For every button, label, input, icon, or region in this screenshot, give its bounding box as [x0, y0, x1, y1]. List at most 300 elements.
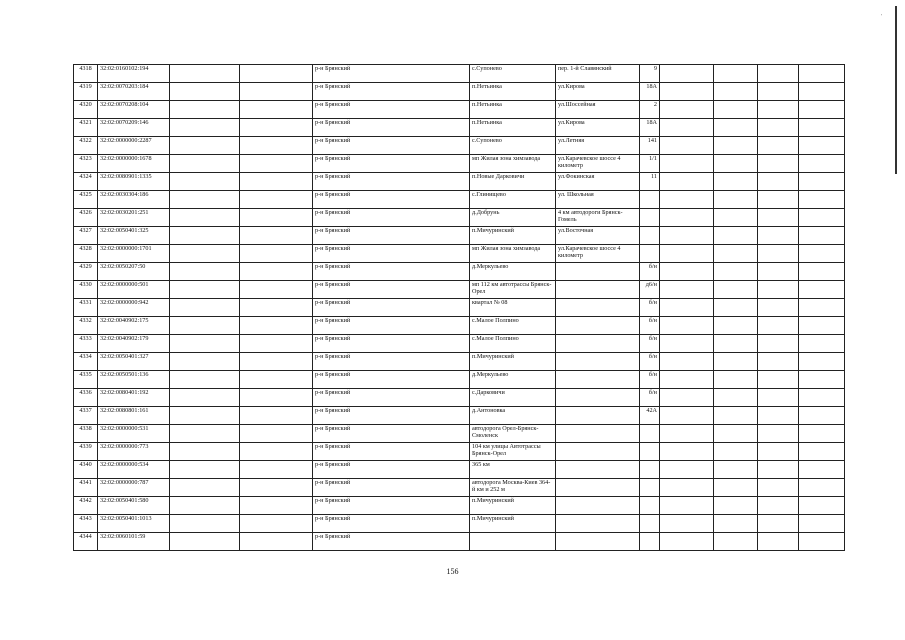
locality-cell: п.Мичуринский [470, 353, 556, 371]
empty-cell [758, 299, 799, 317]
empty-cell [660, 515, 714, 533]
cadastral-number-cell: 32:02:0080401:192 [98, 389, 170, 407]
empty-cell [240, 281, 313, 299]
district-cell: р-н Брянский [313, 533, 470, 551]
empty-cell [758, 425, 799, 443]
table-row [74, 245, 845, 263]
empty-cell [799, 119, 845, 137]
empty-cell [714, 263, 758, 281]
street-cell [556, 353, 640, 371]
house-number-cell [640, 479, 660, 497]
empty-cell [799, 245, 845, 263]
district-cell: р-н Брянский [313, 353, 470, 371]
table-row [74, 101, 845, 119]
empty-cell [660, 407, 714, 425]
district-cell: р-н Брянский [313, 155, 470, 173]
empty-cell [758, 497, 799, 515]
district-cell: р-н Брянский [313, 245, 470, 263]
house-number-cell: б/н [640, 389, 660, 407]
empty-cell [240, 263, 313, 281]
row-number-cell: 4321 [74, 119, 98, 137]
page-number: 156 [446, 567, 459, 576]
cadastral-number-cell: 32:02:0070203:184 [98, 83, 170, 101]
locality-cell: п.Нетьинка [470, 101, 556, 119]
district-cell: р-н Брянский [313, 515, 470, 533]
table-row [74, 497, 845, 515]
district-cell: р-н Брянский [313, 461, 470, 479]
empty-cell [799, 443, 845, 461]
empty-cell [758, 335, 799, 353]
registry-table [73, 64, 845, 551]
row-number-cell: 4324 [74, 173, 98, 191]
empty-cell [660, 281, 714, 299]
house-number-cell: 141 [640, 137, 660, 155]
row-number-cell: 4334 [74, 353, 98, 371]
empty-cell [240, 353, 313, 371]
district-cell: р-н Брянский [313, 389, 470, 407]
empty-cell [660, 299, 714, 317]
cadastral-number-cell: 32:02:0040902:175 [98, 317, 170, 335]
row-number-cell: 4336 [74, 389, 98, 407]
house-number-cell [640, 245, 660, 263]
district-cell: р-н Брянский [313, 119, 470, 137]
empty-cell [170, 83, 240, 101]
street-cell [556, 407, 640, 425]
house-number-cell [640, 191, 660, 209]
cadastral-number-cell: 32:02:0050401:325 [98, 227, 170, 245]
empty-cell [170, 497, 240, 515]
empty-cell [799, 533, 845, 551]
locality-cell: п.Новые Дарковичи [470, 173, 556, 191]
row-number-cell: 4323 [74, 155, 98, 173]
empty-cell [240, 83, 313, 101]
house-number-cell: б/н [640, 263, 660, 281]
district-cell: р-н Брянский [313, 173, 470, 191]
empty-cell [714, 173, 758, 191]
table-row [74, 533, 845, 551]
empty-cell [758, 65, 799, 83]
empty-cell [714, 317, 758, 335]
district-cell: р-н Брянский [313, 263, 470, 281]
empty-cell [714, 443, 758, 461]
empty-cell [240, 479, 313, 497]
empty-cell [170, 443, 240, 461]
street-cell: ул.Кирова [556, 83, 640, 101]
empty-cell [799, 353, 845, 371]
house-number-cell: б/н [640, 353, 660, 371]
street-cell: ул. Школьная [556, 191, 640, 209]
locality-cell: п.Нетьинка [470, 119, 556, 137]
empty-cell [660, 83, 714, 101]
empty-cell [240, 173, 313, 191]
table-row [74, 119, 845, 137]
district-cell: р-н Брянский [313, 407, 470, 425]
empty-cell [758, 191, 799, 209]
house-number-cell: б/н [640, 317, 660, 335]
empty-cell [758, 101, 799, 119]
table-row [74, 155, 845, 173]
district-cell: р-н Брянский [313, 497, 470, 515]
empty-cell [170, 479, 240, 497]
empty-cell [240, 497, 313, 515]
empty-cell [240, 209, 313, 227]
empty-cell [240, 119, 313, 137]
empty-cell [799, 335, 845, 353]
cadastral-number-cell: 32:02:0070209:146 [98, 119, 170, 137]
table-row [74, 299, 845, 317]
locality-cell: п.Мичуринский [470, 497, 556, 515]
row-number-cell: 4329 [74, 263, 98, 281]
empty-cell [799, 461, 845, 479]
row-number-cell: 4325 [74, 191, 98, 209]
cadastral-number-cell: 32:02:0030201:251 [98, 209, 170, 227]
locality-cell: мп 112 км автотрассы Брянск-Орел [470, 281, 556, 299]
house-number-cell [640, 425, 660, 443]
empty-cell [170, 173, 240, 191]
street-cell [556, 425, 640, 443]
district-cell: р-н Брянский [313, 281, 470, 299]
empty-cell [170, 209, 240, 227]
empty-cell [799, 299, 845, 317]
locality-cell: с.Глинищево [470, 191, 556, 209]
empty-cell [660, 533, 714, 551]
district-cell: р-н Брянский [313, 425, 470, 443]
locality-cell [470, 533, 556, 551]
empty-cell [240, 245, 313, 263]
district-cell: р-н Брянский [313, 65, 470, 83]
page-edge-rule [895, 6, 897, 174]
locality-cell: с.Супонево [470, 65, 556, 83]
cadastral-number-cell: 32:02:0080801:161 [98, 407, 170, 425]
cadastral-number-cell: 32:02:0000000:1678 [98, 155, 170, 173]
district-cell: р-н Брянский [313, 191, 470, 209]
empty-cell [799, 407, 845, 425]
table-row [74, 65, 845, 83]
cadastral-number-cell: 32:02:0000000:534 [98, 461, 170, 479]
house-number-cell [640, 461, 660, 479]
empty-cell [660, 335, 714, 353]
empty-cell [660, 371, 714, 389]
empty-cell [799, 425, 845, 443]
locality-cell: д.Антоновка [470, 407, 556, 425]
empty-cell [714, 191, 758, 209]
row-number-cell: 4341 [74, 479, 98, 497]
empty-cell [799, 101, 845, 119]
empty-cell [758, 281, 799, 299]
empty-cell [170, 281, 240, 299]
empty-cell [714, 533, 758, 551]
empty-cell [799, 83, 845, 101]
empty-cell [660, 461, 714, 479]
empty-cell [240, 191, 313, 209]
cadastral-number-cell: 32:02:0060101:59 [98, 533, 170, 551]
locality-cell: мп Жилая зона химзавода [470, 245, 556, 263]
locality-cell: автодорога Москва-Киев 364-й км и 252 м [470, 479, 556, 497]
empty-cell [660, 119, 714, 137]
empty-cell [799, 155, 845, 173]
cadastral-number-cell: 32:02:0030304:186 [98, 191, 170, 209]
empty-cell [714, 389, 758, 407]
empty-cell [170, 137, 240, 155]
table-row [74, 281, 845, 299]
empty-cell [714, 101, 758, 119]
row-number-cell: 4343 [74, 515, 98, 533]
empty-cell [170, 353, 240, 371]
empty-cell [660, 209, 714, 227]
row-number-cell: 4342 [74, 497, 98, 515]
row-number-cell: 4337 [74, 407, 98, 425]
empty-cell [799, 281, 845, 299]
table-row [74, 263, 845, 281]
empty-cell [799, 479, 845, 497]
empty-cell [660, 65, 714, 83]
house-number-cell [640, 497, 660, 515]
house-number-cell [640, 209, 660, 227]
row-number-cell: 4338 [74, 425, 98, 443]
empty-cell [714, 407, 758, 425]
empty-cell [170, 101, 240, 119]
street-cell [556, 497, 640, 515]
empty-cell [758, 515, 799, 533]
empty-cell [170, 227, 240, 245]
empty-cell [758, 407, 799, 425]
empty-cell [758, 317, 799, 335]
empty-cell [170, 335, 240, 353]
house-number-cell [640, 533, 660, 551]
table-row [74, 371, 845, 389]
empty-cell [660, 263, 714, 281]
district-cell: р-н Брянский [313, 101, 470, 119]
registry-rows [74, 65, 845, 551]
street-cell: пер. 1-й Славянский [556, 65, 640, 83]
empty-cell [240, 155, 313, 173]
empty-cell [714, 281, 758, 299]
house-number-cell: 9 [640, 65, 660, 83]
house-number-cell [640, 515, 660, 533]
empty-cell [660, 173, 714, 191]
street-cell: ул.Карачевское шоссе 4 километр [556, 155, 640, 173]
row-number-cell: 4319 [74, 83, 98, 101]
cadastral-number-cell: 32:02:0070208:104 [98, 101, 170, 119]
locality-cell: с.Супонево [470, 137, 556, 155]
empty-cell [660, 101, 714, 119]
empty-cell [714, 335, 758, 353]
empty-cell [758, 227, 799, 245]
street-cell [556, 533, 640, 551]
empty-cell [660, 227, 714, 245]
table-row [74, 83, 845, 101]
empty-cell [170, 191, 240, 209]
cadastral-number-cell: 32:02:0050207:50 [98, 263, 170, 281]
row-number-cell: 4339 [74, 443, 98, 461]
table-row [74, 209, 845, 227]
row-number-cell: 4318 [74, 65, 98, 83]
street-cell: ул.Карачевское шоссе 4 километр [556, 245, 640, 263]
empty-cell [170, 245, 240, 263]
empty-cell [758, 353, 799, 371]
empty-cell [714, 209, 758, 227]
empty-cell [170, 155, 240, 173]
empty-cell [799, 371, 845, 389]
empty-cell [758, 245, 799, 263]
locality-cell: с.Дарковичи [470, 389, 556, 407]
table-row [74, 479, 845, 497]
empty-cell [799, 263, 845, 281]
district-cell: р-н Брянский [313, 371, 470, 389]
empty-cell [714, 371, 758, 389]
empty-cell [714, 227, 758, 245]
empty-cell [170, 263, 240, 281]
empty-cell [799, 65, 845, 83]
house-number-cell: б/н [640, 371, 660, 389]
empty-cell [714, 65, 758, 83]
empty-cell [240, 515, 313, 533]
empty-cell [240, 425, 313, 443]
row-number-cell: 4331 [74, 299, 98, 317]
empty-cell [240, 299, 313, 317]
empty-cell [660, 497, 714, 515]
district-cell: р-н Брянский [313, 209, 470, 227]
empty-cell [714, 137, 758, 155]
row-number-cell: 4322 [74, 137, 98, 155]
cadastral-number-cell: 32:02:0050401:327 [98, 353, 170, 371]
empty-cell [714, 515, 758, 533]
empty-cell [660, 155, 714, 173]
cadastral-number-cell: 32:02:0050401:1013 [98, 515, 170, 533]
locality-cell: п.Мичуринский [470, 515, 556, 533]
empty-cell [758, 371, 799, 389]
corner-mark: ' [881, 14, 883, 20]
locality-cell: квартал № 08 [470, 299, 556, 317]
locality-cell: д.Меркульево [470, 263, 556, 281]
street-cell [556, 443, 640, 461]
house-number-cell: 1/1 [640, 155, 660, 173]
row-number-cell: 4333 [74, 335, 98, 353]
locality-cell: с.Малое Полпино [470, 335, 556, 353]
empty-cell [240, 101, 313, 119]
street-cell: ул.Летняя [556, 137, 640, 155]
row-number-cell: 4340 [74, 461, 98, 479]
empty-cell [714, 353, 758, 371]
locality-cell: с.Малое Полпино [470, 317, 556, 335]
empty-cell [240, 227, 313, 245]
house-number-cell: д6/н [640, 281, 660, 299]
table-row [74, 137, 845, 155]
cadastral-number-cell: 32:02:0000000:1701 [98, 245, 170, 263]
empty-cell [799, 137, 845, 155]
street-cell [556, 371, 640, 389]
district-cell: р-н Брянский [313, 83, 470, 101]
cadastral-number-cell: 32:02:0040902:179 [98, 335, 170, 353]
empty-cell [758, 389, 799, 407]
empty-cell [758, 173, 799, 191]
row-number-cell: 4320 [74, 101, 98, 119]
row-number-cell: 4326 [74, 209, 98, 227]
empty-cell [758, 479, 799, 497]
empty-cell [714, 155, 758, 173]
locality-cell: автодорога Орел-Брянск-Смоленск [470, 425, 556, 443]
empty-cell [660, 443, 714, 461]
empty-cell [240, 389, 313, 407]
empty-cell [758, 443, 799, 461]
table-row [74, 317, 845, 335]
empty-cell [714, 425, 758, 443]
street-cell: ул.Кирова [556, 119, 640, 137]
district-cell: р-н Брянский [313, 317, 470, 335]
empty-cell [240, 317, 313, 335]
table-row [74, 461, 845, 479]
empty-cell [240, 65, 313, 83]
street-cell [556, 389, 640, 407]
table-row [74, 389, 845, 407]
empty-cell [660, 191, 714, 209]
locality-cell: мп Жилая зона химзавода [470, 155, 556, 173]
empty-cell [758, 209, 799, 227]
house-number-cell: 11 [640, 173, 660, 191]
empty-cell [714, 245, 758, 263]
house-number-cell: 18А [640, 83, 660, 101]
empty-cell [240, 407, 313, 425]
empty-cell [170, 389, 240, 407]
district-cell: р-н Брянский [313, 299, 470, 317]
district-cell: р-н Брянский [313, 335, 470, 353]
empty-cell [799, 191, 845, 209]
empty-cell [240, 461, 313, 479]
empty-cell [170, 317, 240, 335]
empty-cell [799, 173, 845, 191]
table-row [74, 173, 845, 191]
locality-cell: п.Мичуринский [470, 227, 556, 245]
table-row [74, 335, 845, 353]
table-row [74, 227, 845, 245]
district-cell: р-н Брянский [313, 443, 470, 461]
table-row [74, 353, 845, 371]
empty-cell [799, 227, 845, 245]
locality-cell: п.Нетьинка [470, 83, 556, 101]
empty-cell [170, 119, 240, 137]
empty-cell [240, 443, 313, 461]
empty-cell [758, 137, 799, 155]
empty-cell [170, 407, 240, 425]
cadastral-number-cell: 32:02:0000000:531 [98, 425, 170, 443]
cadastral-number-cell: 32:02:0050401:580 [98, 497, 170, 515]
empty-cell [170, 515, 240, 533]
house-number-cell: 42А [640, 407, 660, 425]
table-row [74, 515, 845, 533]
empty-cell [799, 389, 845, 407]
cadastral-number-cell: 32:02:0080901:1335 [98, 173, 170, 191]
empty-cell [240, 533, 313, 551]
empty-cell [660, 389, 714, 407]
table-row [74, 191, 845, 209]
locality-cell: д.Меркульево [470, 371, 556, 389]
cadastral-number-cell: 32:02:0160102:194 [98, 65, 170, 83]
empty-cell [170, 461, 240, 479]
street-cell [556, 335, 640, 353]
house-number-cell [640, 443, 660, 461]
empty-cell [799, 497, 845, 515]
district-cell: р-н Брянский [313, 479, 470, 497]
street-cell: ул.Фокинская [556, 173, 640, 191]
street-cell [556, 461, 640, 479]
empty-cell [714, 119, 758, 137]
empty-cell [660, 317, 714, 335]
table-row [74, 443, 845, 461]
street-cell [556, 263, 640, 281]
row-number-cell: 4330 [74, 281, 98, 299]
empty-cell [758, 119, 799, 137]
empty-cell [240, 335, 313, 353]
